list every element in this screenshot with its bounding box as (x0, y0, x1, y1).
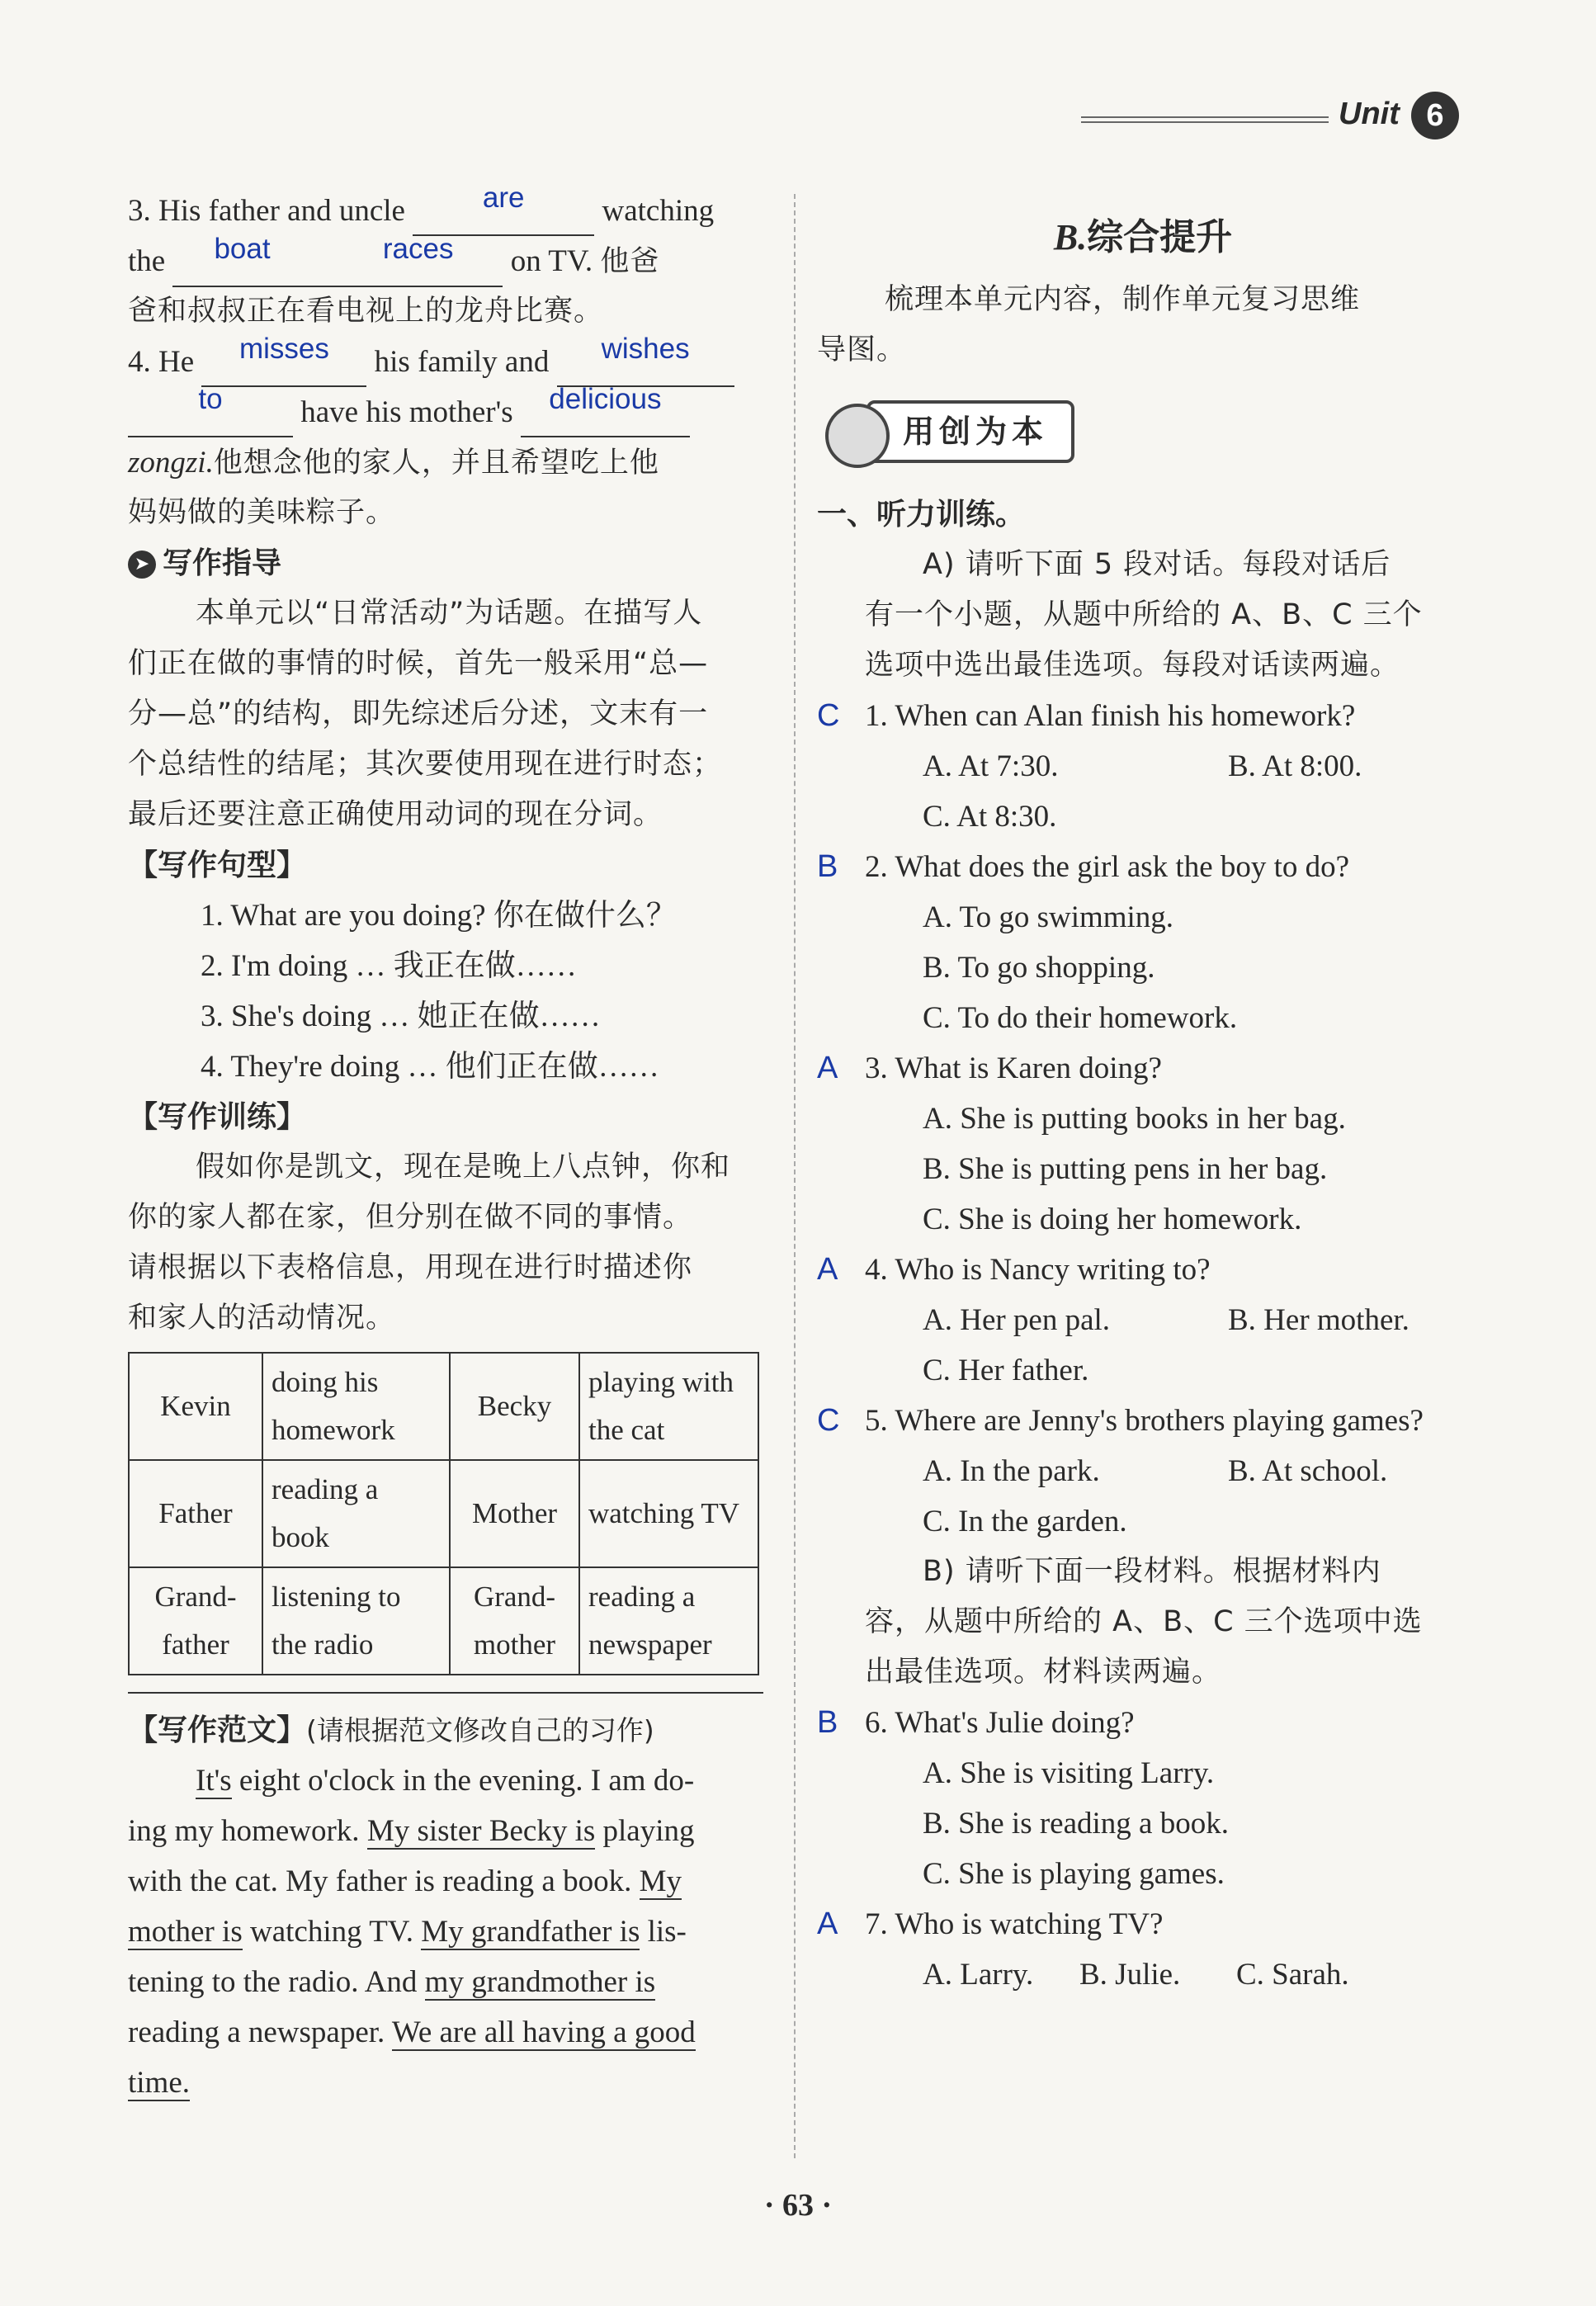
partA-line-3: 选项中选出最佳选项。每段对话读两遍。 (865, 649, 1400, 682)
model-text: eight o'clock in the evening. I am do- (231, 1764, 695, 1798)
options-row (817, 1446, 1469, 1496)
model-text: reading a newspaper. (128, 2015, 392, 2049)
training-heading: 【写作训练】 (128, 1100, 307, 1134)
question-text: 4. Who is Nancy writing to? (865, 1253, 1211, 1287)
guide-line-2: 们正在做的事情的时候，首先一般采用“总— (128, 647, 709, 680)
activity-table (128, 1352, 759, 1675)
question-3 (817, 1043, 1469, 1094)
q3-answer-1: are (482, 182, 525, 214)
model-text: with the cat. My father is reading a book. (128, 1864, 640, 1898)
question-4 (817, 1245, 1469, 1295)
question-2 (817, 842, 1469, 892)
partB-line-2: 容，从题中所给的 A、B、C 三个选项中选 (865, 1605, 1423, 1638)
q4-zongzi: zongzi. (128, 446, 214, 480)
options-row (817, 993, 1469, 1043)
answer-mark: A (817, 1252, 838, 1287)
table-cell: listening to the radio (262, 1567, 450, 1675)
options-row (817, 1949, 1469, 2000)
q4-text: 4. He (128, 345, 195, 379)
q3-line3: 爸和叔叔正在看电视上的龙舟比赛。 (128, 295, 604, 328)
model-underline: time. (128, 2066, 191, 2100)
section-letter: B. (1053, 217, 1088, 258)
option[interactable]: B. Her mother. (1228, 1303, 1409, 1337)
model-line-1 (128, 1755, 763, 1806)
model-underline: My (639, 1864, 682, 1898)
unit-label: Unit (1339, 97, 1400, 131)
q4-line4: 妈妈做的美味粽子。 (128, 496, 396, 529)
option[interactable]: C. She is doing her homework. (923, 1203, 1302, 1236)
options-row (817, 1295, 1469, 1345)
model-underline: mother is (128, 1915, 243, 1949)
pattern-3: 3. She's doing … 她正在做…… (201, 999, 601, 1033)
answer-mark: C (817, 698, 840, 733)
question-1 (817, 691, 1469, 741)
model-underline: my grandmother is (424, 1965, 656, 1999)
table-cell: Mother (450, 1460, 579, 1567)
partA-line-1: A) 请听下面 5 段对话。每段对话后 (923, 548, 1391, 581)
unit-number-badge: 6 (1411, 92, 1459, 139)
table-cell: reading a newspaper (579, 1567, 758, 1675)
pattern-2: 2. I'm doing … 我正在做…… (201, 949, 577, 983)
pattern-1: 1. What are you doing? 你在做什么？ (201, 899, 677, 933)
option[interactable]: C. Sarah. (1236, 1958, 1349, 1992)
model-line-4 (128, 1907, 763, 1957)
q4-blank-4[interactable] (521, 383, 690, 437)
model-underline: It's (196, 1764, 232, 1798)
option[interactable]: A. She is putting books in her bag. (923, 1102, 1346, 1136)
q4-line1 (128, 333, 763, 387)
guide-line-1: 本单元以“日常活动”为话题。在描写人 (196, 597, 703, 630)
answer-mark: A (817, 1051, 838, 1085)
model-text: tening to the radio. And (128, 1965, 425, 1999)
options-row (817, 792, 1469, 842)
option[interactable]: C. Her father. (923, 1354, 1089, 1387)
table-cell: Grand-mother (450, 1567, 579, 1675)
partA-line-2: 有一个小题，从题中所给的 A、B、C 三个 (865, 598, 1423, 631)
answer-mark: C (817, 1403, 840, 1438)
table-row (129, 1353, 758, 1460)
table-cell: Father (129, 1460, 262, 1567)
unit-header (1081, 87, 1469, 144)
table-row (129, 1460, 758, 1567)
question-text: 2. What does the girl ask the boy to do? (865, 850, 1350, 884)
guide-line-4: 个总结性的结尾；其次要使用现在进行时态； (128, 748, 723, 781)
page-number: · 63 · (763, 2188, 833, 2223)
intro-line-2: 导图。 (817, 333, 907, 366)
model-line-7 (128, 2058, 763, 2108)
q4-answer-2: wishes (601, 333, 690, 365)
badge (825, 400, 1074, 465)
option[interactable]: B. At 8:00. (1228, 749, 1362, 783)
q3-text-the: the (128, 244, 166, 278)
options-row (817, 1144, 1469, 1194)
option[interactable]: C. She is playing games. (923, 1857, 1225, 1891)
q4-text-mid2: have his mother's (300, 395, 513, 429)
answer-mark: A (817, 1907, 838, 1941)
section-title-text: 综合提升 (1087, 216, 1233, 258)
pattern-4: 4. They're doing … 他们正在做…… (201, 1050, 659, 1084)
training-line-2: 你的家人都在家，但分别在做不同的事情。 (128, 1201, 693, 1234)
q4-answer-3: to (198, 383, 223, 415)
table-cell: Grand-father (129, 1567, 262, 1675)
model-line-6 (128, 2007, 763, 2058)
model-text: ing my homework. (128, 1814, 367, 1848)
q4-zh: 他想念他的家人，并且希望吃上他 (213, 447, 659, 480)
question-6 (817, 1698, 1469, 1748)
arrow-circle-icon: ➤ (128, 551, 156, 579)
q4-line3 (128, 437, 763, 488)
options-row (817, 1496, 1469, 1547)
model-underline: My grandfather is (421, 1915, 640, 1949)
option[interactable]: B. She is reading a book. (923, 1807, 1229, 1841)
q3-text: 3. His father and uncle (128, 194, 405, 228)
answer-mark: B (817, 849, 838, 884)
section-title (817, 201, 1469, 275)
right-column (817, 186, 1469, 2000)
option[interactable]: C. At 8:30. (923, 800, 1057, 834)
mascot-icon (825, 404, 890, 468)
partB-line-1: B) 请听下面一段材料。根据材料内 (923, 1555, 1381, 1588)
q3-answer-2: boat (214, 233, 271, 265)
header-rule (1081, 116, 1329, 123)
question-7 (817, 1899, 1469, 1949)
q4-line2 (128, 383, 763, 437)
training-line-4: 和家人的活动情况。 (128, 1302, 396, 1335)
table-cell: reading a book (262, 1460, 450, 1567)
model-text: playing (595, 1814, 695, 1848)
option[interactable]: C. In the garden. (923, 1505, 1127, 1538)
q3-blank-2[interactable] (172, 233, 503, 287)
model-line-3 (128, 1856, 763, 1907)
guide-line-3: 分—总”的结构，即先综述后分述，文末有一 (128, 697, 709, 730)
q3-text-ontv: on TV. (510, 244, 593, 278)
writing-guide-heading (128, 538, 763, 588)
patterns-heading: 【写作句型】 (128, 848, 307, 882)
options-row (817, 943, 1469, 993)
options-row (817, 1194, 1469, 1245)
question-5 (817, 1396, 1469, 1446)
option[interactable]: A. To go swimming. (923, 900, 1174, 934)
options-row (817, 1798, 1469, 1849)
table-cell: Kevin (129, 1353, 262, 1460)
options-row (817, 1849, 1469, 1899)
q4-text-mid: his family and (374, 345, 550, 379)
options-row (817, 1345, 1469, 1396)
model-text: lis- (640, 1915, 687, 1949)
option[interactable]: B. Julie. (1079, 1958, 1181, 1992)
column-divider (794, 194, 796, 2158)
model-underline: We are all having a good (391, 2015, 696, 2049)
q4-answer-1: misses (238, 333, 329, 365)
option[interactable]: A. Larry. (923, 1958, 1034, 1992)
answer-mark: B (817, 1705, 838, 1740)
left-column (128, 182, 763, 2108)
question-list-b (817, 1698, 1469, 2000)
question-text: 1. When can Alan finish his homework? (865, 699, 1356, 733)
model-line-5 (128, 1957, 763, 2007)
options-row (817, 1094, 1469, 1144)
question-text: 5. Where are Jenny's brothers playing games? (865, 1404, 1424, 1438)
listening-heading: 一、听力训练。 (817, 498, 1026, 532)
option[interactable]: B. She is putting pens in her bag. (923, 1152, 1328, 1186)
options-row (817, 892, 1469, 943)
table-cell: playing with the cat (579, 1353, 758, 1460)
table-row (129, 1567, 758, 1675)
model-underline: My sister Becky is (366, 1814, 596, 1848)
option[interactable]: B. To go shopping. (923, 951, 1155, 985)
table-cell: Becky (450, 1353, 579, 1460)
badge-label: 用创为本 (866, 400, 1074, 463)
writing-guide-title: 写作指导 (163, 546, 282, 580)
q4-answer-4: delicious (549, 383, 662, 415)
q4-blank-3[interactable] (128, 383, 293, 437)
q3-answer-3: races (382, 233, 454, 265)
question-text: 7. Who is watching TV? (865, 1907, 1164, 1941)
model-text: watching TV. (242, 1915, 422, 1949)
option[interactable]: A. She is visiting Larry. (923, 1756, 1215, 1790)
option[interactable]: B. At school. (1228, 1454, 1388, 1488)
question-text: 6. What's Julie doing? (865, 1706, 1135, 1740)
model-divider (128, 1692, 763, 1694)
question-list-a (817, 691, 1469, 1547)
option[interactable]: C. To do their homework. (923, 1001, 1238, 1035)
guide-line-5: 最后还要注意正确使用动词的现在分词。 (128, 798, 663, 831)
table-cell: doing his homework (262, 1353, 450, 1460)
q3-zh-start: 他爸 (600, 245, 660, 278)
training-line-1: 假如你是凯文，现在是晚上八点钟，你和 (196, 1151, 731, 1184)
partB-line-3: 出最佳选项。材料读两遍。 (865, 1656, 1222, 1689)
model-title: 【写作范文】 (128, 1713, 307, 1747)
model-line-2 (128, 1806, 763, 1856)
options-row (817, 741, 1469, 792)
table-cell: watching TV (579, 1460, 758, 1567)
q3-text-post: watching (602, 194, 715, 228)
q3-line1 (128, 182, 763, 236)
question-text: 3. What is Karen doing? (865, 1051, 1162, 1085)
model-heading (128, 1705, 763, 1755)
options-row (817, 1748, 1469, 1798)
model-note: (请根据范文修改自己的习作) (306, 1714, 654, 1746)
training-line-3: 请根据以下表格信息，用现在进行时描述你 (128, 1251, 693, 1284)
option[interactable]: A. Her pen pal. (923, 1303, 1111, 1337)
q3-line2 (128, 233, 763, 286)
option[interactable]: A. In the park. (923, 1454, 1100, 1488)
option[interactable]: A. At 7:30. (923, 749, 1059, 783)
intro-line-1: 梳理本单元内容，制作单元复习思维 (885, 283, 1361, 316)
